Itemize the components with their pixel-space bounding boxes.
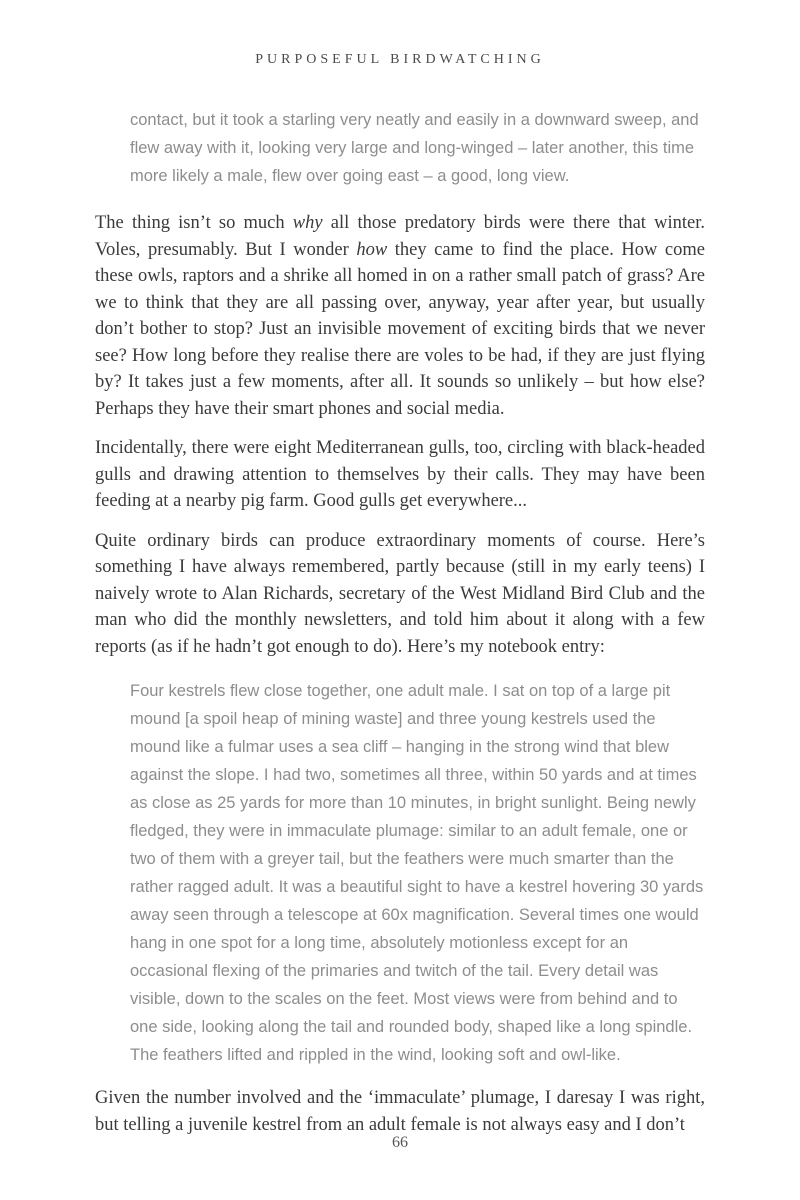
paragraph-given-number: Given the number involved and the ‘immaculate’ plumage, I daresay I was right, but telling a juvenile kestrel from an adult female is not always easy and I don’t xyxy=(95,1088,705,1135)
paragraph-ordinary-birds: Quite ordinary birds can produce extraordinary moments of course. Here’s something I have always remembered, partly because (still in my early teens) I naively wrote to Alan Richards, secretary of the West Midland Bird Club and the man who did the monthly newsletters, and told him about it along with a few reports (as if he hadn’t got enough to do). Here’s my notebook entry: xyxy=(95,530,705,657)
text-run: they came to find the place. How come these owls, raptors and a shrike all homed in on a rather small patch of grass? Are we to think that they are all passing over, anyway, year after year, but usually don’t bother to stop? Just an invisible movement of exciting birds that we never see? How long before they realise there are voles to be had, if they are just flying by? It takes just a few moments, after all. It sounds so unlikely – but how else? Perhaps they have their smart phones and social media. xyxy=(95,239,705,419)
text-run: all those predatory birds were there that winter. Voles, presumably. But I wonder xyxy=(95,213,705,260)
blockquote-field-notes: contact, but it took a starling very neatly and easily in a downward sweep, and flew away with it, looking very large and long-winged – later another, this time more likely a male, flew over going east – a good, long view. xyxy=(130,111,699,185)
paragraph-why-how xyxy=(95,210,705,422)
text-run: The thing isn’t so much xyxy=(95,213,293,233)
running-header: PURPOSEFUL BIRDWATCHING xyxy=(255,52,545,67)
text-run-italic-how: how xyxy=(356,239,388,260)
text-run-italic-why: why xyxy=(292,213,323,233)
blockquote-notebook-entry: Four kestrels flew close together, one adult male. I sat on top of a large pit mound [a spoil heap of mining waste] and three young kestrels used the mound like a fulmar uses a sea cliff – hanging in the strong wind that blew against the slope. I had two, sometimes all three, within 50 yards and at times as close as 25 yards for more than 10 minutes, in bright sunlight. Being newly fledged, they were in immaculate plumage: similar to an adult female, one or two of them with a greyer tail, but the feathers were much smarter than the rather ragged adult. It was a beautiful sight to have a kestrel hovering 30 yards away seen through a telescope at 60x magnification. Several times one would hang in one spot for a long time, absolutely motionless except for an occasional flexing of the primaries and twitch of the tail. Every detail was visible, down to the scales on the feet. Most views were from behind and to one side, looking along the tail and rounded body, shaped like a long spindle. The feathers lifted and rippled in the wind, looking soft and owl-like. xyxy=(130,682,704,1064)
paragraph-mediterranean-gulls: Incidentally, there were eight Mediterranean gulls, too, circling with black-headed gulls and drawing attention to themselves by their calls. They may have been feeding at a nearby pig farm. Good gulls get everywhere... xyxy=(95,438,705,511)
page-number: 66 xyxy=(392,1134,408,1151)
page-content xyxy=(0,106,800,1138)
